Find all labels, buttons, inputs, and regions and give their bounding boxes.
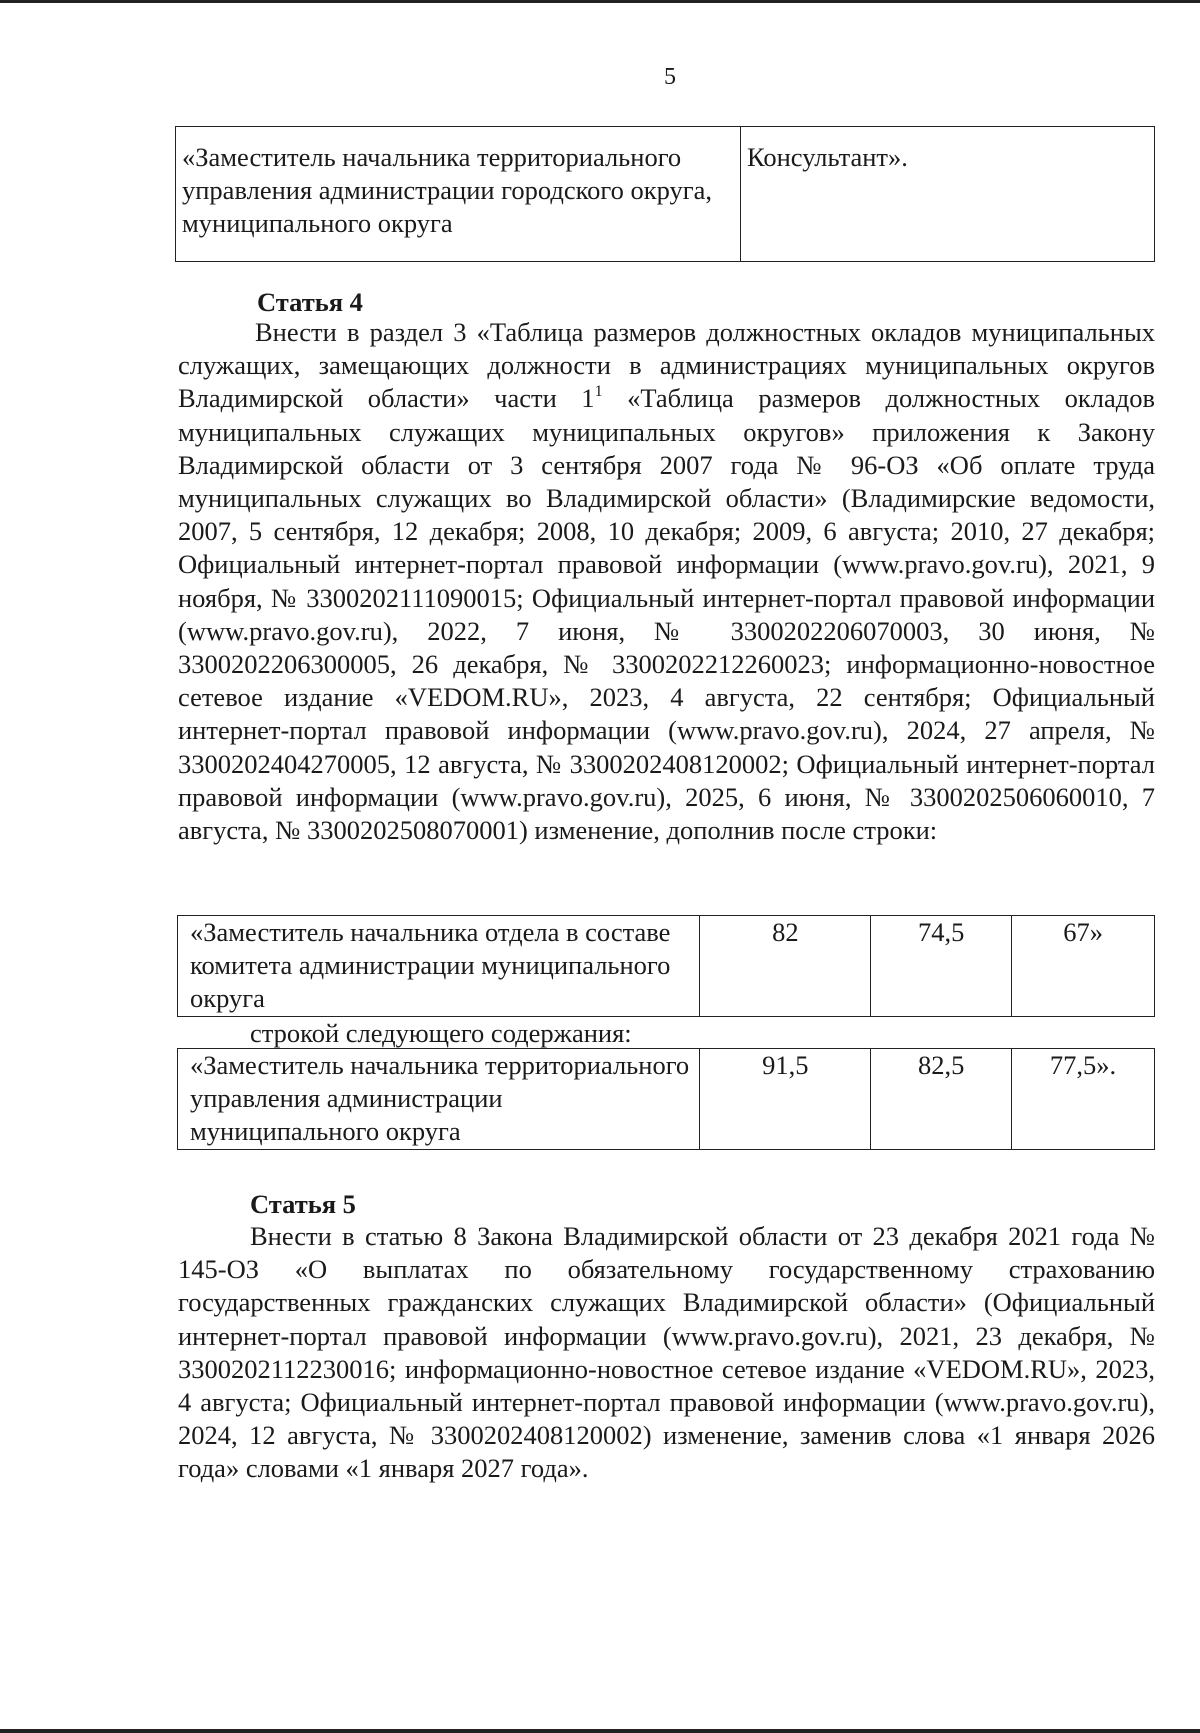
salary-cell-2: 82,5 <box>871 1049 1012 1150</box>
position-cell: «Заместитель начальника территориального управления администрации городского округа, муниципального округа <box>176 127 741 262</box>
salary-cell-1: 91,5 <box>700 1049 871 1150</box>
table-row <box>178 1049 1155 1150</box>
article-5-heading: Статья 5 <box>250 1189 356 1219</box>
page-number: 5 <box>664 64 676 90</box>
article-4-text <box>178 316 1155 847</box>
position-cell: «Заместитель начальника территориального управления администрации муниципального округа <box>178 1049 700 1150</box>
article-5-text: Внести в статью 8 Закона Владимирской области от 23 декабря 2021 года № 145-ОЗ «О выплатах по обязательному государственному страхованию государственных гражданских служащих Владимирской области» (Официальный интернет-портал правовой информации (www.pravo.gov.ru), 2021, 23 декабря, № 3300202112230016; информационно-новостное сетевое издание «VEDOM.RU», 2023, 4 августа; Официальный интернет-портал правовой информации (www.pravo.gov.ru), 2024, 12 августа, № 3300202408120002) изменение, заменив слова «1 января 2026 года» словами «1 января 2027 года». <box>178 1221 1155 1484</box>
salary-cell-3: 67» <box>1012 916 1155 1017</box>
article-4-text-part-a: Внести в раздел 3 «Таблица размеров должностных окладов муниципальных служащих, замещающих должности в администрациях муниципальных округов Владимирской области» части 1 <box>178 317 1155 414</box>
between-text: строкой следующего содержания: <box>250 1018 632 1048</box>
salary-table-existing-row <box>177 915 1155 1017</box>
table-row <box>176 127 1155 262</box>
position-table <box>175 126 1155 262</box>
salary-cell-1: 82 <box>700 916 871 1017</box>
salary-table-new-row <box>177 1048 1155 1150</box>
bottom-scan-edge <box>0 1729 1200 1733</box>
salary-cell-2: 74,5 <box>871 916 1012 1017</box>
position-title-cell: Консультант». <box>741 127 1155 262</box>
part-superscript: 1 <box>594 383 603 401</box>
table-row <box>178 916 1155 1017</box>
position-cell: «Заместитель начальника отдела в составе комитета администрации муниципального округа <box>178 916 700 1017</box>
top-scan-edge <box>0 0 1200 3</box>
article-4-heading: Статья 4 <box>257 287 363 317</box>
salary-cell-3: 77,5». <box>1012 1049 1155 1150</box>
article-4-text-part-b: «Таблица размеров должностных окладов муниципальных служащих муниципальных округов» приложения к Закону Владимирской области от 3 сентября 2007 года № 96-ОЗ «Об оплате труда муниципальных служащих во Владимирской области» (Владимирские ведомости, 2007, 5 сентября, 12 декабря; 2008, 10 декабря; 2009, 6 августа; 2010, 27 декабря; Официальный интернет-портал правовой информации (www.pravo.gov.ru), 2021, 9 ноября, № 3300202111090015; Официальный интернет-портал правовой информации (www.pravo.gov.ru), 2022, 7 июня, № 3300202206070003, 30 июня, № 3300202206300005, 26 декабря, № 3300202212260023; информационно-новостное сетевое издание «VEDOM.RU», 2023, 4 августа, 22 сентября; Официальный интернет-портал правовой информации (www.pravo.gov.ru), 2024, 27 апреля, № 3300202404270005, 12 августа, № 3300202408120002; Официальный интернет-портал правовой информации (www.pravo.gov.ru), 2025, 6 июня, № 3300202506060010, 7 августа, № 3300202508070001) изменение, дополнив после строки: <box>178 383 1156 846</box>
